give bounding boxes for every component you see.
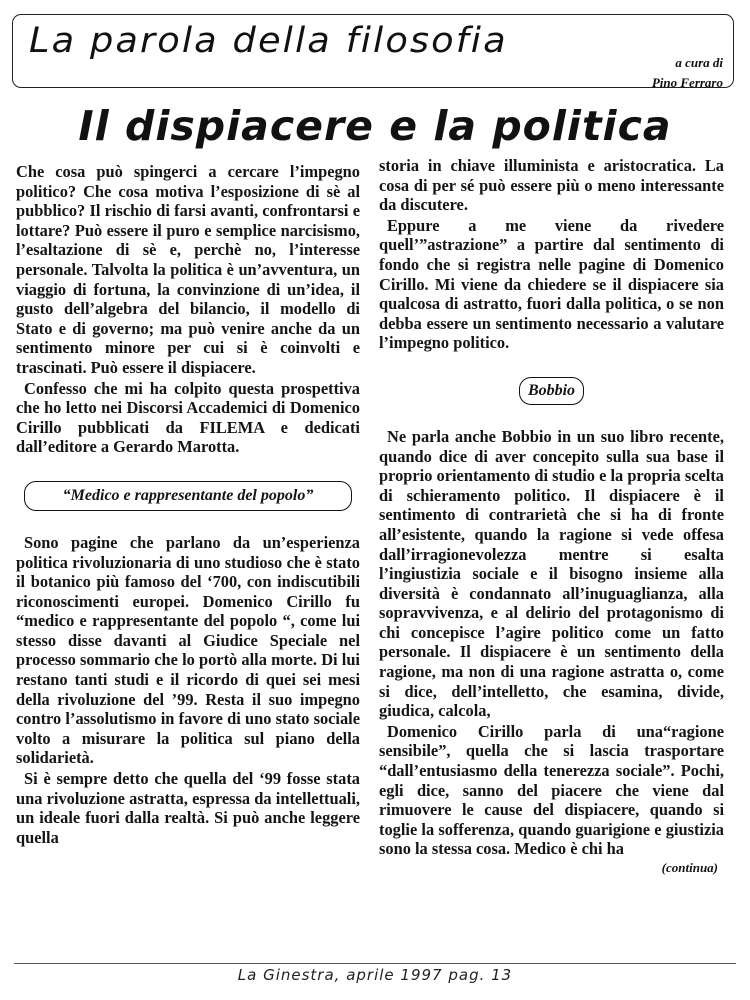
paragraph: Eppure a me viene da rivedere quell’”astrazione” a partire dal sentimento di fondo che si registra nelle pagine di Domenico Cirillo. Mi viene da chiedere se il dispiacere sia qualcosa di astratto, fuori dalla politica, o se non debba essere un sentimento necessario a valutare l’impegno politico. [379, 215, 724, 353]
article-title: Il dispiacere e la politica [78, 102, 672, 150]
paragraph: Ne parla anche Bobbio in un suo libro recente, quando dice di aver concepito sulla sua base il proprio orientamento di studio e la propria scelta di schieramento politico. Il dispiacere è il sentimento di contrarietà che si ha di fronte all’esistente, quando la ragione si vede offesa dall’irragionevolezza mentre si esalta l’ingiustizia sociale e il bisogno insieme alla diversità è condannato all’inuguaglianza, alla sopravvivenza, e al delirio del protagonismo di chi concepisce l’agire politico come un fatto personale. Il dispiacere è un sentimento della ragione, ma non di una ragione astratta o, come si dice, dell’intelletto, che esamina, divide, giudica, calcola, [379, 426, 724, 721]
paragraph: storia in chiave illuminista e aristocratica. La cosa di per sé può essere più o meno interessante da discutere. [379, 156, 724, 215]
paragraph: Si è sempre detto che quella del ‘99 fosse stata una rivoluzione astratta, espressa da intellettuali, un ideale fuori dalla realtà. Si può anche leggere quella [16, 769, 360, 847]
paragraph: Domenico Cirillo parla di una“ragione sensibile”, quella che si lascia trasportare “dall’entusiasmo della tenerezza sociale”. Pochi, egli dice, sanno del piacere che viene dal rimuovere le cause del dispiacere, quando si toglie la sofferenza, quando guarigione e giustizia sono la stessa cosa. Medico è chi ha [379, 721, 724, 859]
paragraph: Confesso che mi ha colpito questa prospettiva che ho letto nei Discorsi Accademici di Domenico Cirillo pubblicati da FILEMA e dedicati dall’editore a Gerardo Marotta. [16, 378, 360, 457]
rubric-title: La parola della filosofia [29, 21, 508, 61]
curator-label: a cura di [675, 55, 723, 70]
curator-credit [652, 53, 723, 93]
paragraph: Che cosa può spingerci a cercare l’impegno politico? Che cosa motiva l’esposizione di sè al pubblico? Il rischio di farsi avanti, confrontarsi e lottare? Può essere il puro e semplice narcisismo, l’esaltazione di sè e, perchè no, l’interesse personale. Talvolta la politica è un’avventura, un viaggio di fortuna, la convinzione di un’idea, il gusto dell’algebra del bilancio, il modello di Stato e di governo; ma può venire anche da un sentimento minore per cui si è coinvolti e trascinati. Può essere il dispiacere. [16, 162, 360, 377]
right-column [379, 156, 724, 876]
publication-footer: La Ginestra, aprile 1997 pag. 13 [237, 966, 513, 984]
subheading-label: Bobbio [519, 377, 584, 405]
subheading-medico [16, 481, 360, 511]
subheading-label: “Medico e rappresentante del popolo” [24, 481, 352, 511]
paragraph: Sono pagine che parlano da un’esperienza politica rivoluzionaria di uno studioso che è stato il botanico più famoso del ‘700, con indiscutibili riconoscimenti europei. Domenico Cirillo fu “medico e rappresentante del popolo “, come lui stesso disse davanti al Giudice Speciale nel processo sommario che lo portò alla morte. Di lui restano tanti studi e il ricordo di quei sei mesi della rivoluzione del ’99. Resta il suo impegno contro l’assolutismo in favore di uno stato sociale volto a misurare la politica sul piano della solidarietà. [16, 532, 360, 768]
curator-name: Pino Ferraro [651, 75, 723, 90]
rubric-header-box [12, 14, 734, 88]
left-column [16, 162, 360, 848]
subheading-bobbio [379, 377, 724, 405]
footer-divider [14, 963, 736, 964]
continued-label: (continua) [661, 860, 718, 875]
